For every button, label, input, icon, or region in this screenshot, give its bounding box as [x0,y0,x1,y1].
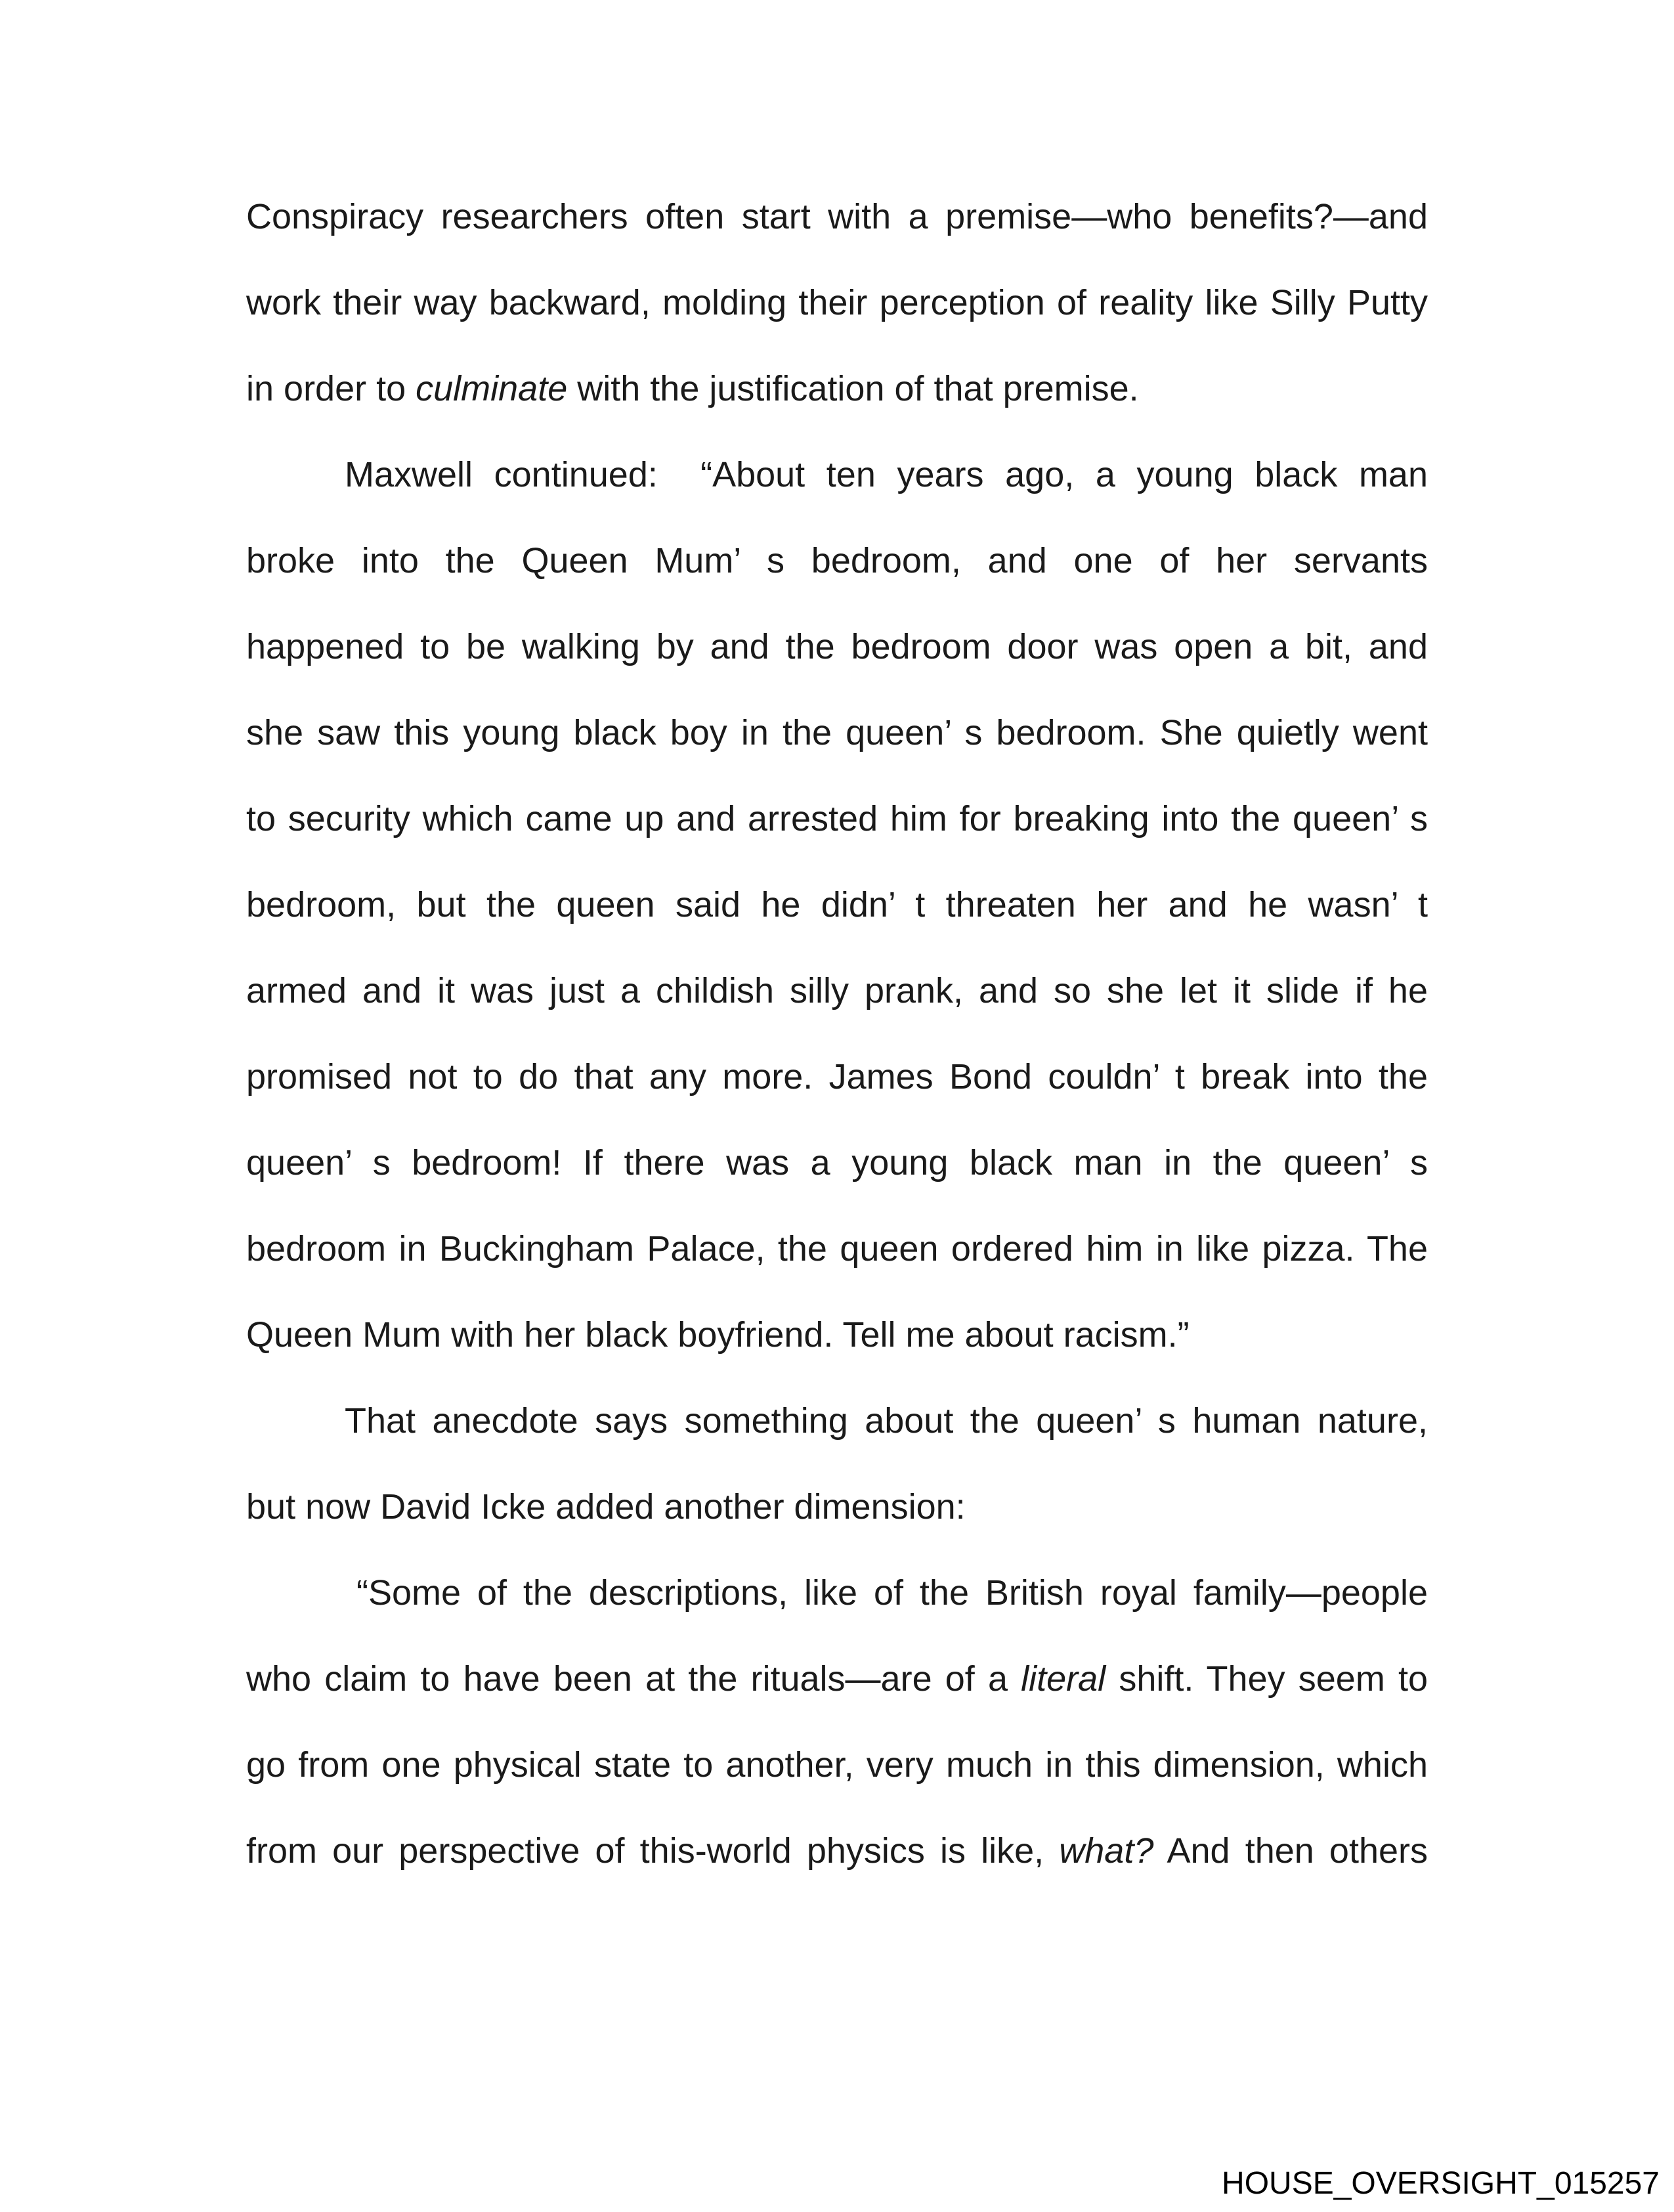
text-run: in order to [246,369,416,408]
text-run: to security which came up and arrested him for breaking into the queen’ s [246,799,1428,838]
text-run: Conspiracy researchers often start with a premise—who benefits?—and [246,197,1428,236]
text-line [246,1808,1428,1894]
text-run: broke into the Queen Mum’ s bedroom, and one of her servants [246,541,1428,580]
text-run: armed and it was just a childish silly prank, and so she let it slide if he [246,971,1428,1010]
text-run: queen’ s bedroom! If there was a young black man in the queen’ s [246,1143,1428,1182]
text-run: work their way backward, molding their perception of reality like Silly Putty [246,283,1428,322]
text-run: promised not to do that any more. James Bond couldn’ t break into the [246,1057,1428,1096]
text-line [246,1206,1428,1292]
text-line [246,948,1428,1034]
text-line [246,604,1428,690]
italic-text-run: culminate [416,369,568,408]
text-run: she saw this young black boy in the queen’ s bedroom. She quietly went [246,713,1428,752]
text-line [246,1636,1428,1722]
text-run: who claim to have been at the rituals—are of a [246,1659,1021,1699]
text-run: but now David Icke added another dimension: [246,1487,966,1527]
text-run: Maxwell continued: “About ten years ago, a young black man [345,455,1428,494]
bates-number: HOUSE_OVERSIGHT_015257 [1222,2166,1660,2201]
text-line [246,1378,1428,1464]
paragraph [246,1378,1428,1550]
text-line [246,1034,1428,1120]
text-line [246,690,1428,776]
document-body [246,174,1428,1894]
text-line [246,1120,1428,1206]
text-run: go from one physical state to another, very much in this dimension, which [246,1745,1428,1785]
text-run: That anecdote says something about the queen’ s human nature, [345,1401,1428,1441]
text-run: happened to be walking by and the bedroom door was open a bit, and [246,627,1428,666]
text-line [246,518,1428,604]
paragraph [246,1550,1428,1894]
text-run: shift. They seem to [1105,1659,1428,1699]
paragraph [246,174,1428,432]
text-line [246,346,1428,432]
paragraph [246,432,1428,1378]
text-run: Queen Mum with her black boyfriend. Tell me about racism.” [246,1315,1190,1355]
text-run: bedroom in Buckingham Palace, the queen ordered him in like pizza. The [246,1229,1428,1269]
text-run: bedroom, but the queen said he didn’ t threaten her and he wasn’ t [246,885,1428,924]
italic-text-run: literal [1021,1659,1106,1699]
text-line [246,1550,1428,1636]
text-line [246,1722,1428,1808]
italic-text-run: what? [1059,1831,1154,1871]
text-line [246,862,1428,948]
text-line [246,432,1428,518]
text-line [246,1292,1428,1378]
text-line [246,174,1428,260]
text-line [246,260,1428,346]
text-run: And then others [1153,1831,1428,1871]
text-run: “Some of the descriptions, like of the British royal family—people [356,1573,1428,1613]
text-line [246,1464,1428,1550]
text-line [246,776,1428,862]
text-run: with the justification of that premise. [567,369,1139,408]
text-run: from our perspective of this-world physics is like, [246,1831,1060,1871]
